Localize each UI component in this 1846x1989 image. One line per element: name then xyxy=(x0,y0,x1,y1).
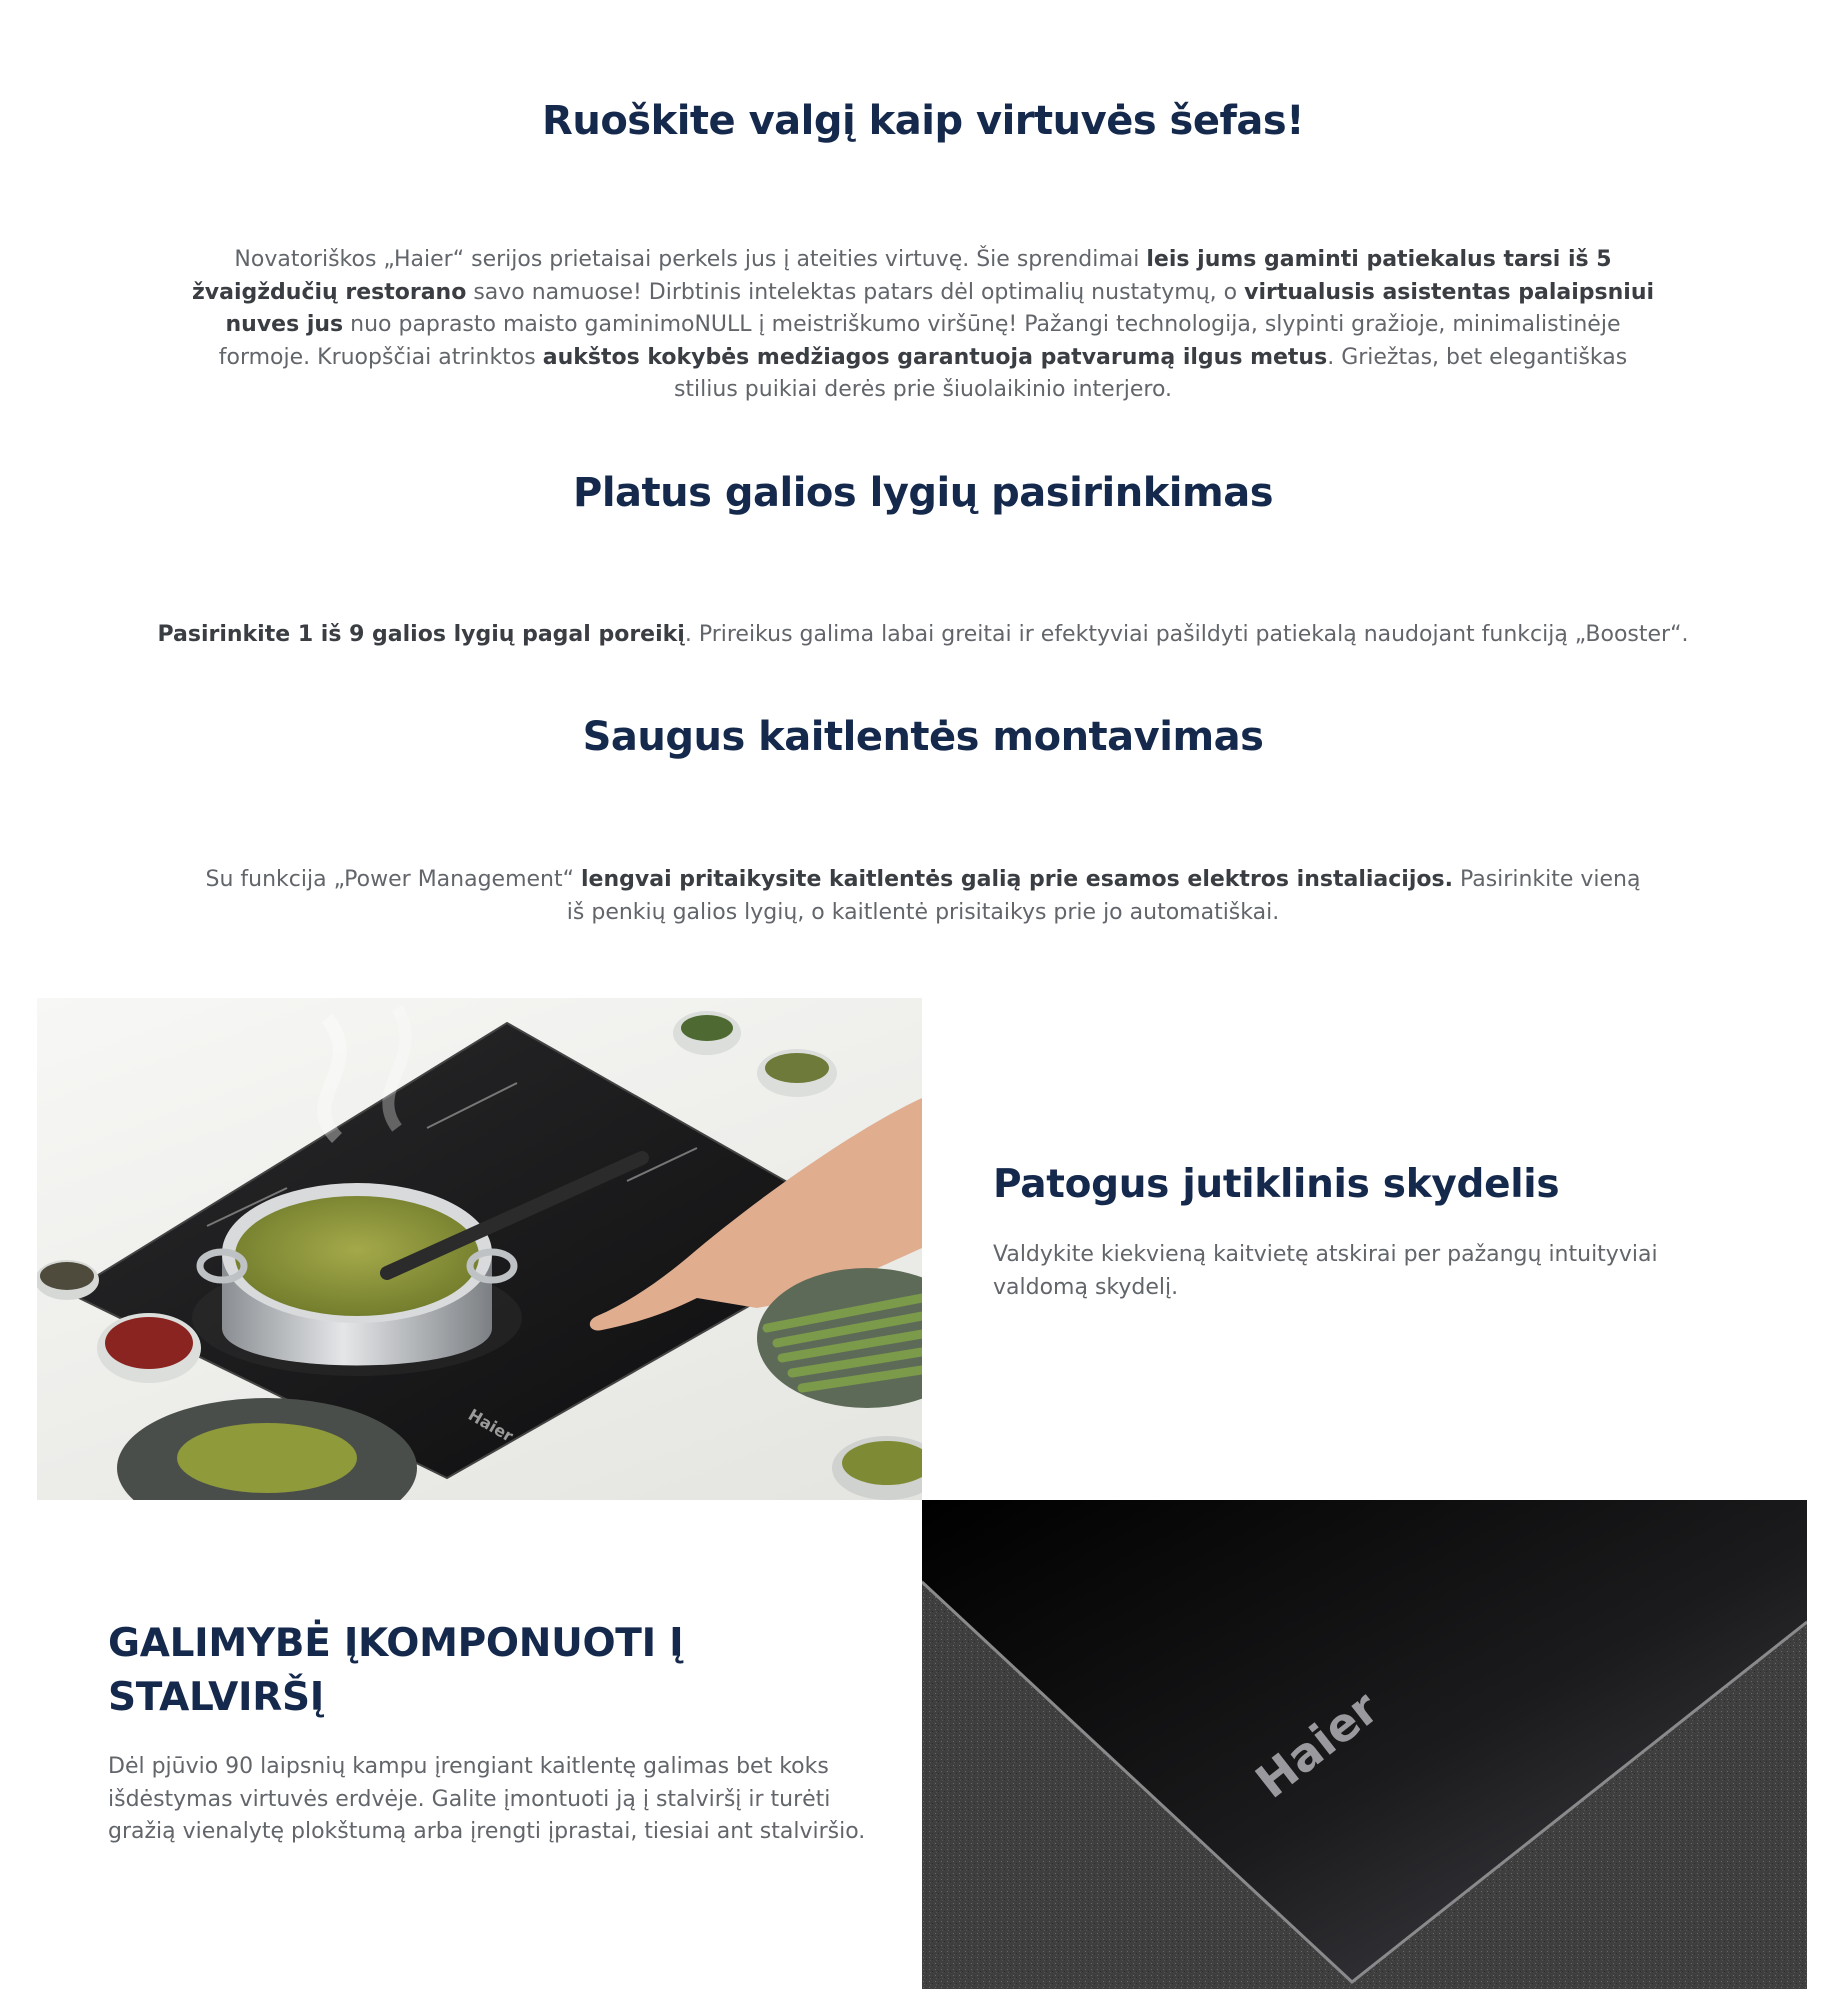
section-chef-text-run: aukštos kokybės medžiagos garantuoja patvarumą ilgus metus xyxy=(542,344,1328,370)
section-chef-text-run: virtualusis asistentas palaipsniui nuves jus xyxy=(225,279,1655,337)
hob-edge-illustration xyxy=(922,1500,1807,1989)
section-chef-title: Ruoškite valgį kaip virtuvės šefas! xyxy=(542,98,1304,144)
hob-cooking-image xyxy=(37,998,922,1500)
section-power-text-run: . Prireikus galima labai greitai ir efektyviai pašildyti patiekalą naudojant funkciją „Booster“. xyxy=(684,622,1689,647)
hob-edge-image xyxy=(922,1500,1807,1989)
builtin-title-line1: GALIMYBĖ ĮKOMPONUOTI Į xyxy=(108,1621,684,1666)
builtin-title xyxy=(108,1617,808,1725)
builtin-title-line2: STALVIRŠĮ xyxy=(108,1675,324,1720)
section-safe-title: Saugus kaitlentės montavimas xyxy=(582,714,1264,760)
section-safe-text-run: Su funkcija „Power Management“ xyxy=(205,867,582,892)
section-safe-text xyxy=(200,864,1646,929)
section-safe-text-run: Pasirinkite vieną iš penkių galios lygių, o kaitlentė prisitaikys prie jo automatiškai. xyxy=(566,867,1641,925)
haier-logo: Haier xyxy=(1245,1680,1389,1809)
hob-cooking-illustration xyxy=(37,998,922,1500)
section-chef-text-run: leis jums gaminti patiekalus tarsi iš 5 žvaigždučių restorano xyxy=(191,247,1612,305)
section-power-title: Platus galios lygių pasirinkimas xyxy=(573,470,1273,516)
builtin-text: Dėl pjūvio 90 laipsnių kampu įrengiant kaitlentę galimas bet koks išdėstymas virtuvės erdvėje. Galite įmontuoti ją į stalviršį ir turėti gražią vienalytę plokštumą arba įrengti įprastai, tiesiai ant stalviršio. xyxy=(108,1754,866,1844)
section-chef-text-run: nuo paprasto maisto gaminimoNULL į meistriškumo viršūnę! Pažangi technologija, slypinti gražioje, minimalistinėje formoje. Kruopščiai atrinktos xyxy=(218,312,1621,370)
section-chef-text xyxy=(186,244,1660,407)
section-power-text-run: Pasirinkite 1 iš 9 galios lygių pagal poreikį xyxy=(157,622,685,647)
section-safe-text-run: lengvai pritaikysite kaitlentės galią prie esamos elektros instaliacijos. xyxy=(581,867,1453,892)
touch-panel-title: Patogus jutiklinis skydelis xyxy=(993,1162,1560,1207)
section-chef-text-run: Novatoriškos „Haier“ serijos prietaisai perkels jus į ateities virtuvę. Šie sprendimai xyxy=(234,247,1147,272)
section-chef-text-run: savo namuose! Dirbtinis intelektas patars dėl optimalių nustatymų, o xyxy=(466,279,1245,305)
touch-panel-text: Valdykite kiekvieną kaitvietę atskirai per pažangų intuityviai valdomą skydelį. xyxy=(993,1242,1658,1300)
section-power-text xyxy=(150,619,1696,652)
svg-text:Haier: Haier xyxy=(465,1405,517,1446)
section-chef-text-run: . Griežtas, bet elegantiškas stilius puikiai derės prie šiuolaikinio interjero. xyxy=(673,344,1628,402)
